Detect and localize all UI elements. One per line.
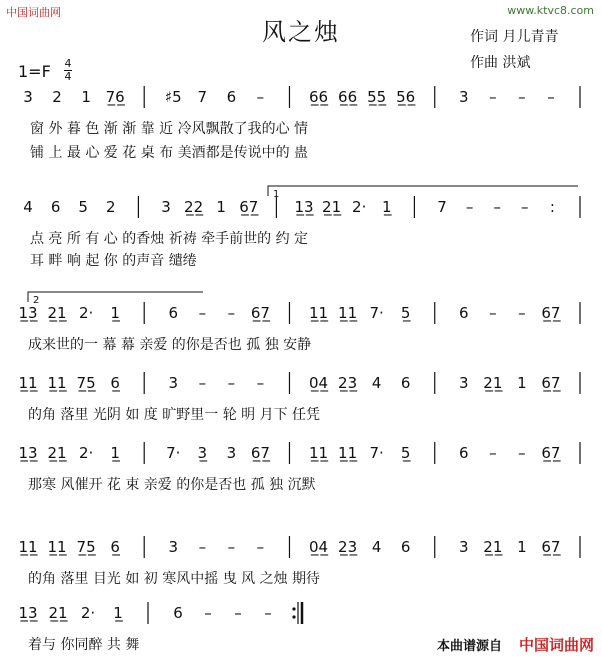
note-token: 6̲7̲ (250, 304, 270, 322)
note-token: 1̲1̲ (18, 374, 38, 392)
note-token: 5 (78, 198, 88, 216)
note-token: 2̲1̲ (47, 444, 67, 462)
repeat-dot (292, 615, 295, 618)
note-token: 5̲ (400, 444, 411, 462)
note-token: 5̲6̲ (396, 88, 416, 106)
note-token: 3 (226, 444, 237, 462)
note-token: 6 (400, 538, 411, 556)
note-token: 1̲3̲ (294, 198, 314, 216)
note-token: 7· (369, 304, 384, 322)
note-token: 3 (459, 88, 469, 106)
note-token: 6 (168, 304, 179, 322)
note-token: – (521, 198, 529, 216)
lyric-line: 窗 外 暮 色 渐 渐 靠 近 冷风飘散了我的心 情 (30, 121, 309, 137)
note-token: 6̲6̲ (338, 88, 358, 106)
time-signature-bottom: 4 (64, 70, 72, 83)
note-token: – (489, 444, 497, 462)
note-token: 6̲ (110, 374, 120, 392)
note-token: 2̲1̲ (483, 374, 503, 392)
lyric-line: 那寒 风催开 花 束 亲爱 的你是否也 孤 独 沉默 (28, 477, 316, 493)
note-token: – (489, 304, 497, 322)
note-token: – (256, 88, 265, 106)
note-token: ♯5 (164, 88, 182, 106)
lyric-line: 的角 落里 目光 如 初 寒风中摇 曳 风 之烛 期待 (28, 571, 321, 587)
note-token: – (256, 374, 265, 392)
note-token: 6̲ (110, 538, 120, 556)
composer-credit: 作曲 洪斌 (470, 55, 531, 71)
note-token: 1̲1̲ (18, 538, 38, 556)
volta-number: 2 (33, 295, 40, 306)
note-token: 6̲7̲ (541, 304, 561, 322)
note-token: 5̲ (400, 304, 411, 322)
note-token: 4 (371, 538, 382, 556)
note-token: 3̲ (197, 444, 208, 462)
note-token: 3 (459, 538, 469, 556)
note-token: 2· (352, 198, 367, 216)
volta-bracket (28, 292, 203, 302)
site-url-right: www.ktvc8.com (507, 4, 594, 17)
note-token: – (465, 198, 474, 216)
note-token: 1̲1̲ (47, 538, 67, 556)
note-token: 6̲7̲ (541, 374, 561, 392)
note-token: 2̲1̲ (48, 604, 68, 622)
note-token: 6 (459, 304, 469, 322)
note-token: 1̲ (110, 304, 120, 322)
note-token: 2 (106, 198, 116, 216)
note-token: – (198, 538, 207, 556)
note-token: 6̲6̲ (308, 88, 329, 106)
note-token: 6 (173, 604, 183, 622)
note-token: – (518, 88, 526, 106)
note-token: 2̲2̲ (184, 198, 204, 216)
note-token: – (234, 604, 242, 622)
note-token: 3 (459, 374, 469, 392)
note-token: 2 (52, 88, 62, 106)
lyric-line: 着与 你同醉 共 舞 (28, 637, 140, 653)
note-token: – (493, 198, 501, 216)
note-token: – (204, 604, 212, 622)
source-note: 本曲谱源自 (436, 639, 502, 654)
note-token: 6 (400, 374, 411, 392)
note-token: 3 (168, 374, 179, 392)
note-token: – (198, 304, 207, 322)
note-token: 7 (437, 198, 447, 216)
lyric-line: 铺 上 最 心 爱 花 桌 布 美酒都是传说中的 蛊 (30, 145, 309, 161)
note-token: – (256, 538, 265, 556)
note-token: 6 (459, 444, 469, 462)
note-token: 3 (161, 198, 171, 216)
note-token: 6̲7̲ (541, 444, 561, 462)
lyric-line: 点 亮 所 有 心 的香烛 祈祷 牵手前世的 约 定 (30, 231, 309, 247)
note-token: 3 (168, 538, 179, 556)
note-token: 1̲1̲ (308, 444, 329, 462)
note-token: – (227, 538, 236, 556)
note-token: 7· (369, 444, 384, 462)
time-signature-top: 4 (64, 57, 72, 70)
key-signature: 1=F (18, 62, 51, 81)
note-token: 1 (517, 538, 527, 556)
note-token: 2̲1̲ (322, 198, 342, 216)
note-token: 3 (23, 88, 33, 106)
note-token: 6̲7̲ (239, 198, 259, 216)
footer-site-logo: 中国词曲网 (518, 636, 594, 654)
note-token: : (549, 198, 555, 216)
song-title: 风之烛 (262, 18, 340, 46)
note-token: – (264, 604, 272, 622)
note-token: 7̲5̲ (76, 374, 96, 392)
note-token: 1̲1̲ (308, 304, 329, 322)
note-token: 5̲5̲ (367, 88, 387, 106)
note-token: – (227, 374, 236, 392)
note-token: 1 (517, 374, 527, 392)
note-token: 2̲1̲ (483, 538, 503, 556)
note-token: 1̲1̲ (338, 304, 358, 322)
note-token: 6̲7̲ (250, 444, 270, 462)
note-token: – (227, 304, 236, 322)
note-token: – (518, 304, 526, 322)
note-token: – (489, 88, 497, 106)
note-token: 2̲1̲ (47, 304, 67, 322)
note-token: 2̲3̲ (338, 374, 358, 392)
note-token: 1̲ (382, 198, 392, 216)
lyric-line: 成来世的一 幕 幕 亲爱 的你是否也 孤 独 安静 (28, 337, 312, 353)
note-token: 1̲1̲ (47, 374, 67, 392)
note-token: 7 (197, 88, 208, 106)
note-token: 1̲3̲ (18, 304, 38, 322)
lyric-line: 的角 落里 光阴 如 度 旷野里一 轮 明 月下 任凭 (28, 407, 321, 423)
note-token: 1̲3̲ (18, 604, 38, 622)
note-token: 1 (216, 198, 226, 216)
note-token: 7· (166, 444, 181, 462)
note-token: 7̲5̲ (76, 538, 96, 556)
note-token: 6̲7̲ (541, 538, 561, 556)
volta-number: 1 (273, 189, 280, 200)
note-token: – (198, 374, 207, 392)
note-token: 4 (23, 198, 33, 216)
site-logo-left: 中国词曲网 (6, 6, 61, 19)
note-token: 2· (80, 604, 96, 622)
note-token: 2̲3̲ (338, 538, 358, 556)
note-token: 6 (50, 198, 61, 216)
note-token: 2· (78, 304, 94, 322)
note-token: 7̲6̲ (105, 88, 125, 106)
note-token: 1 (81, 88, 91, 106)
volta-bracket (268, 186, 578, 196)
note-token: – (518, 444, 526, 462)
note-token: 2· (78, 444, 94, 462)
note-token: 1̲3̲ (18, 444, 38, 462)
lyric-line: 耳 畔 响 起 你 的声音 缱绻 (30, 253, 197, 269)
note-token: 0̲4̲ (308, 538, 329, 556)
note-token: 4 (371, 374, 382, 392)
note-token: – (547, 88, 555, 106)
note-token: 1̲ (110, 444, 120, 462)
note-token: 0̲4̲ (308, 374, 329, 392)
note-token: 6 (226, 88, 237, 106)
repeat-dot (292, 607, 295, 610)
lyricist-credit: 作词 月儿青青 (470, 29, 559, 45)
note-token: 1̲ (113, 604, 123, 622)
note-token: 1̲1̲ (338, 444, 358, 462)
